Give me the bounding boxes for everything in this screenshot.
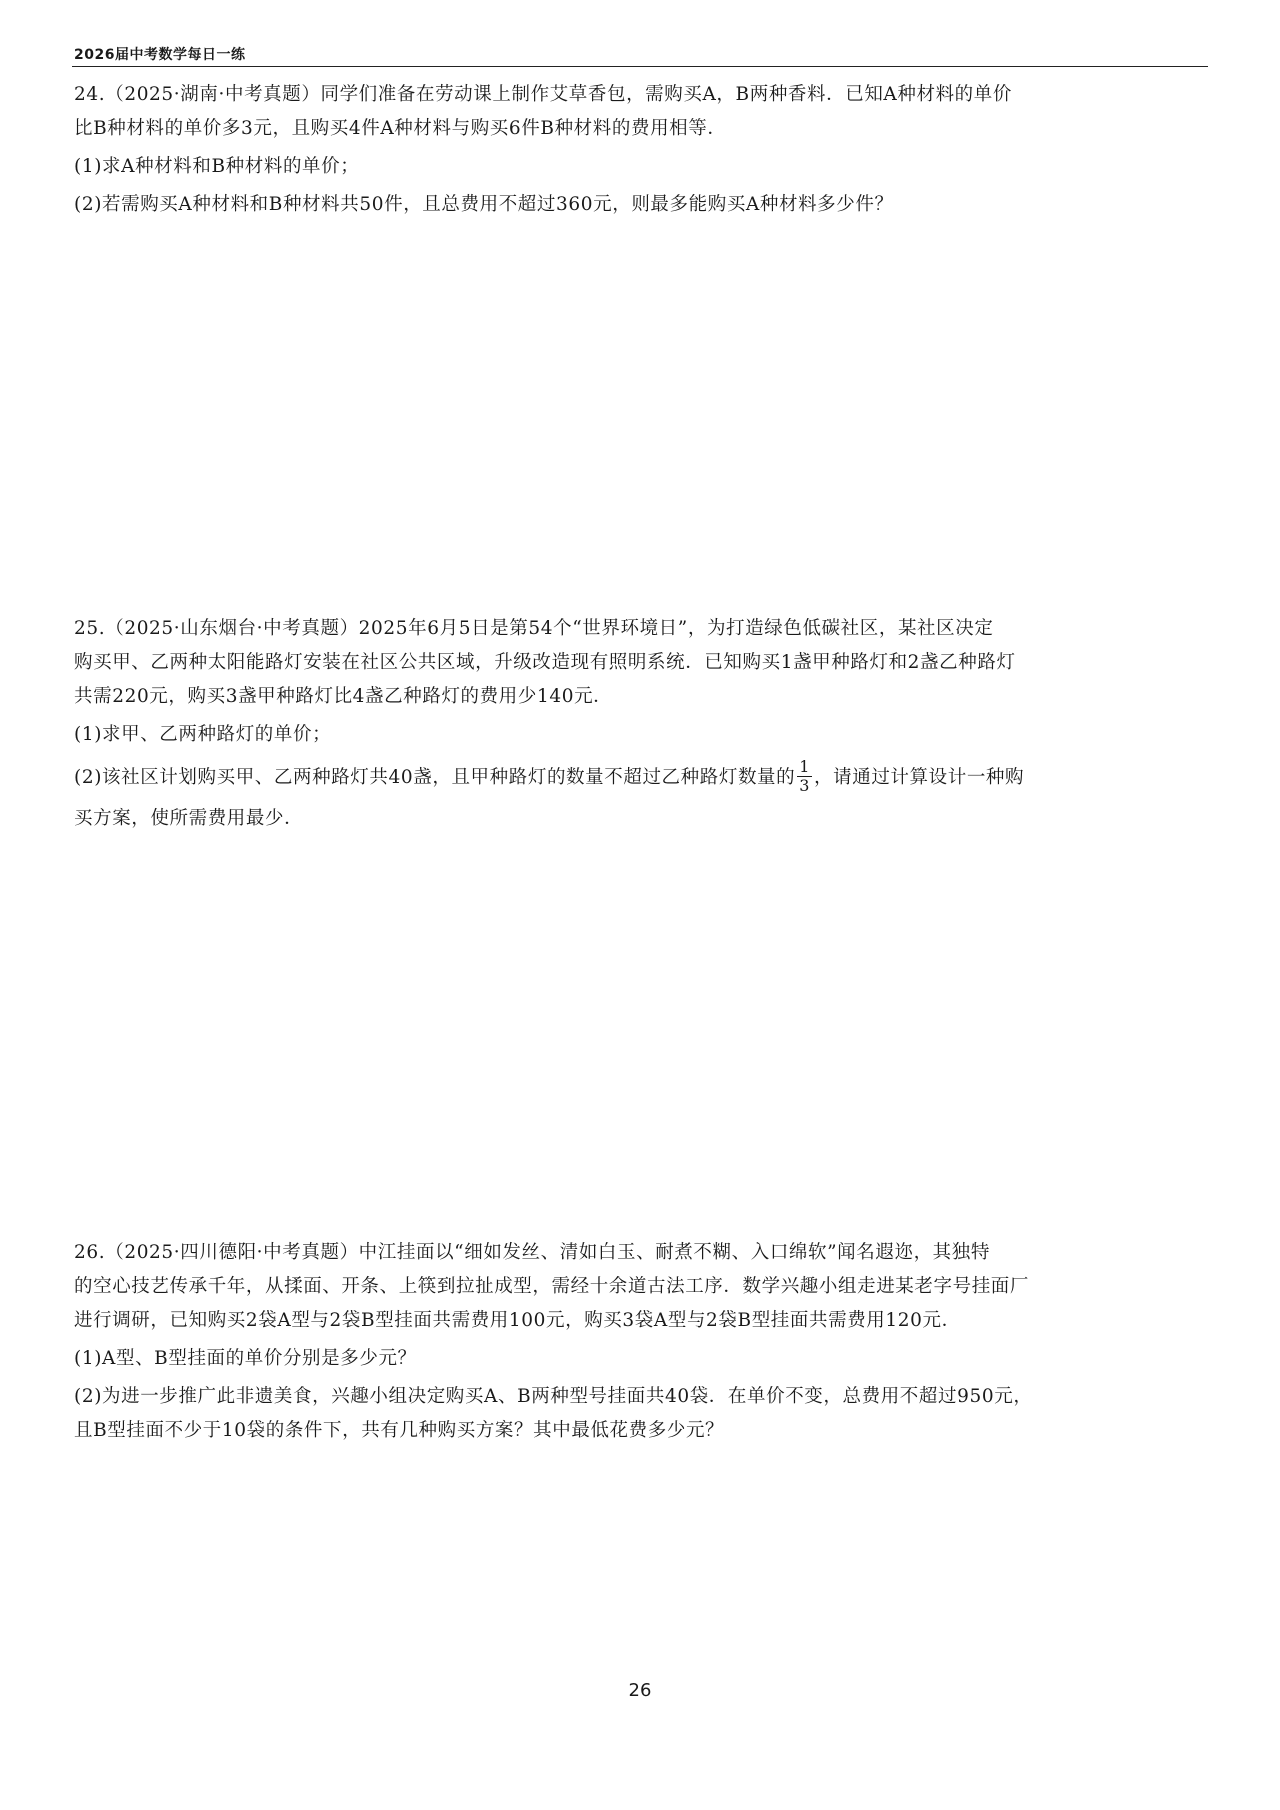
problem-25-part-2 (74, 754, 1214, 802)
problem-26-part-2-continuation: 且B型挂面不少于10袋的条件下，共有几种购买方案？其中最低花费多少元？ (74, 1420, 725, 1441)
problem-26-stem-line-2: 的空心技艺传承千年，从揉面、开条、上筷到拉扯成型，需经十余道古法工序．数学兴趣小组走进某老字号挂面厂 (74, 1276, 1030, 1297)
page-header (72, 40, 1208, 67)
header-title: 2026届中考数学每日一练 (74, 47, 246, 63)
problem-26-part-1: (1)A型、B型挂面的单价分别是多少元？ (74, 1348, 417, 1369)
problem-25 (74, 612, 1214, 836)
fraction-numerator: 1 (799, 756, 811, 776)
problem-25-part-2-text-after: ，请通过计算设计一种购 (814, 767, 1025, 788)
problem-24-stem-line-2: 比B种材料的单价多3元，且购买4件A种材料与购买6件B种材料的费用相等． (74, 118, 727, 139)
problem-24 (74, 78, 1214, 222)
problem-25-stem-line-3: 共需220元，购买3盏甲种路灯比4盏乙种路灯的费用少140元． (74, 686, 613, 707)
problem-24-part-2: (2)若需购买A种材料和B种材料共50件，且总费用不超过360元，则最多能购买A种材料多少件？ (74, 194, 894, 215)
problem-25-part-1: (1)求甲、乙两种路灯的单价； (74, 724, 332, 745)
problem-25-stem-line-2: 购买甲、乙两种太阳能路灯安装在社区公共区域，升级改造现有照明系统．已知购买1盏甲种路灯和2盏乙种路灯 (74, 652, 1016, 673)
problem-24-part-1: (1)求A种材料和B种材料的单价； (74, 156, 360, 177)
problem-26-part-2: (2)为进一步推广此非遗美食，兴趣小组决定购买A、B两种型号挂面共40袋．在单价不变，总费用不超过950元， (74, 1386, 1033, 1407)
fraction-denominator: 3 (799, 775, 811, 795)
problem-26-stem-line-3: 进行调研，已知购买2袋A型与2袋B型挂面共需费用100元，购买3袋A型与2袋B型挂面共需费用120元． (74, 1310, 961, 1331)
problem-24-stem-line-1: 24.（2025·湖南·中考真题）同学们准备在劳动课上制作艾草香包，需购买A，B两种香料．已知A种材料的单价 (74, 84, 1012, 105)
problem-26 (74, 1236, 1214, 1448)
problem-25-part-2-continuation: 买方案，使所需费用最少． (74, 808, 304, 829)
problem-25-part-2-text-before: (2)该社区计划购买甲、乙两种路灯共40盏，且甲种路灯的数量不超过乙种路灯数量的 (74, 767, 796, 788)
fraction-one-third (797, 758, 812, 795)
problem-25-stem-line-1: 25.（2025·山东烟台·中考真题）2025年6月5日是第54个“世界环境日”，为打造绿色低碳社区，某社区决定 (74, 618, 994, 639)
page-number: 26 (628, 1680, 652, 1701)
problem-26-stem-line-1: 26.（2025·四川德阳·中考真题）中江挂面以“细如发丝、清如白玉、耐煮不糊、入口绵软”闻名遐迩，其独特 (74, 1242, 990, 1263)
